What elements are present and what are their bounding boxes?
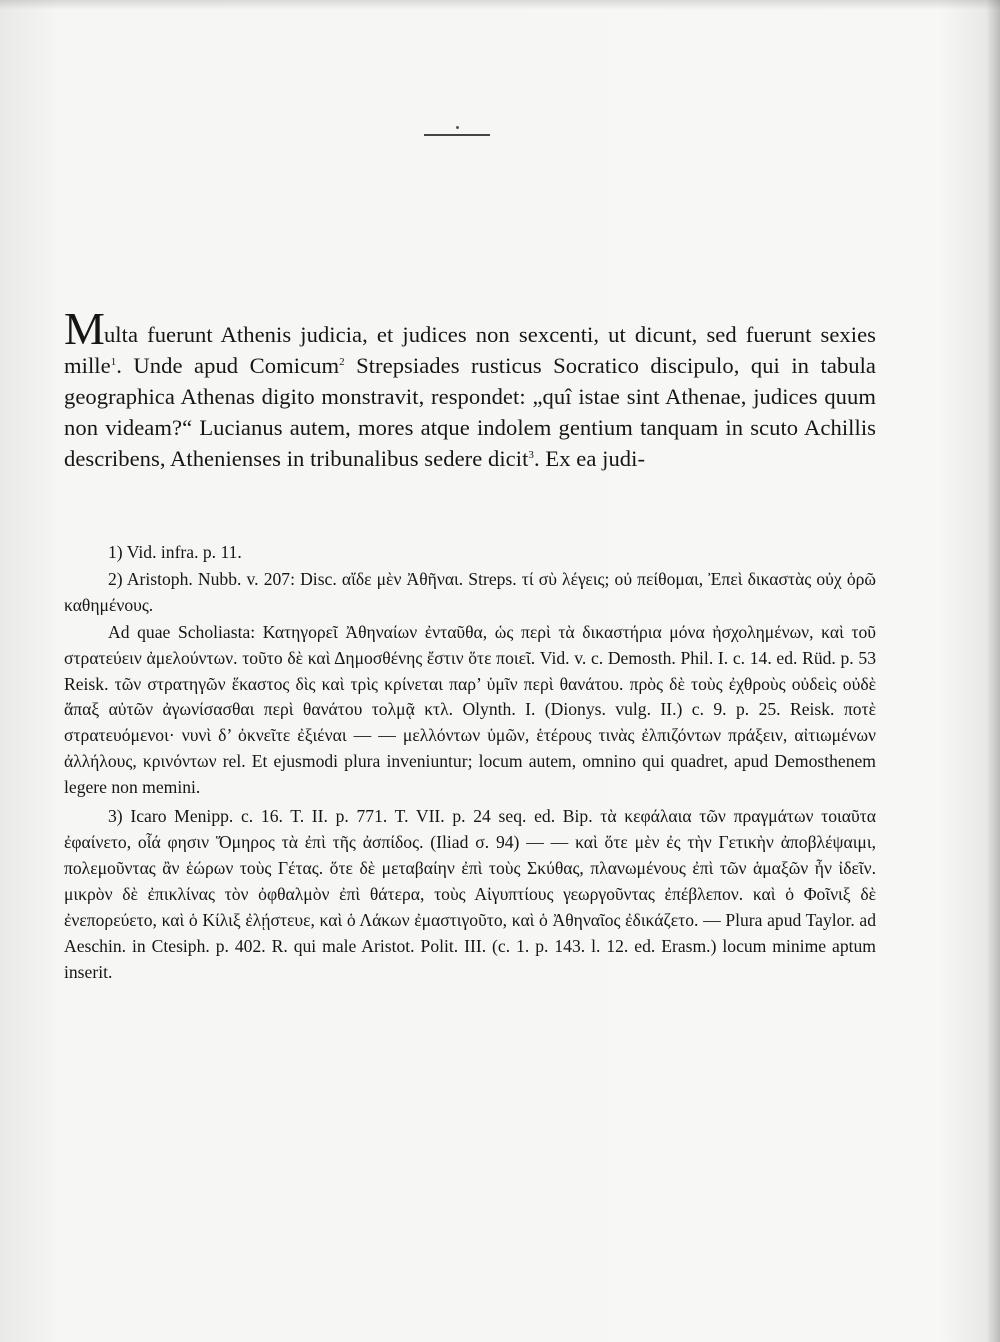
footnote-text: Icaro Menipp. c. 16. T. II. p. 771. T. VII. p. 24 seq. ed. Bip. τὰ κεφάλαια τῶν πραγμάτων τοιαῦτα ἐφαίνετο, οἷά φησιν Ὅμηρος τὰ ἐπὶ τῆς ἀσπίδος. (Iliad σ. 94) — — καὶ ὅτε μὲν ἐς τὴν Γετικὴν ἀποβλέψαιμι, πολεμοῦντας ἂν ἑώρων τοὺς Γέτας. ὅτε δὲ μεταβαίην ἐπὶ τοὺς Σκύθας, πλανωμένους ἐπὶ τῶν ἁμαξῶν ἦν ἰδεῖν. μικρὸν δὲ ἐπικλίνας τὸν ὀφθαλμὸν ἐπὶ θάτερα, τοὺς Αἰγυπτίους γεωργοῦντας ἐπέβλεπον. καὶ ὁ Φοῖνιξ δὲ ἐνεπορεύετο, καὶ ὁ Κίλιξ ἐλῄστευε, καὶ ὁ Λάκων ἐμαστιγοῦτο, καὶ ὁ Ἀθηναῖος ἐδικάζετο. — Plura apud Taylor. ad Aeschin. in Ctesiph. p. 402. R. qui male Aristot. Polit. III. (c. 1. p. 143. l. 12. ed. Erasm.) locum minime aptum inserit. <box>64 806 876 982</box>
footnote-text: Ad quae Scholiasta: Κατηγορεῖ Ἀθηναίων ἐνταῦθα, ὡς περὶ τὰ δικαστήρια μόνα ἠσχολημένων, καὶ τοῦ στρατεύειν ἀμελούντων. τοῦτο δὲ καὶ Δημοσθένης ἔστιν ὅτε ποιεῖ. Vid. v. c. Demosth. Phil. I. c. 14. ed. Rüd. p. 53 Reisk. τῶν στρατηγῶν ἕκαστος δὶς καὶ τρὶς κρίνεται παρ’ ὑμῖν περὶ θανάτου. πρὸς δὲ τοὺς ἐχθροὺς οὐδεὶς οὐδὲ ἅπαξ αὐτῶν ἀγωνίσασθαι περὶ θανάτου τολμᾷ κτλ. Olynth. I. (Dionys. vulg. II.) c. 9. p. 25. Reisk. ποτὲ στρατευόμενοι· νυνὶ δ’ ὀκνεῖτε ἐξιέναι — — μελλόντων ὑμῶν, ἑτέρους τινὰς ἐλπιζόντων πράξειν, αἰτιωμένων ἀλλήλους, κρινόντων rel. Et ejusmodi plura inveniuntur; locum autem, omnino qui quadret, apud Demosthenem legere non memini. <box>64 621 876 798</box>
paragraph-text-part-2: . Unde apud Comicum <box>116 353 340 378</box>
footnote-number: 3) <box>108 806 123 827</box>
main-paragraph <box>64 303 876 474</box>
footnote-ref-3: 3 <box>528 449 534 461</box>
footnote-number: 1) <box>108 542 123 562</box>
paragraph-text-start: ulta fuerunt Athenis judicia, et judices non sexcenti, ut dicunt, sed fuerunt sexies mille <box>64 322 876 378</box>
footnote-2-continuation <box>64 620 876 801</box>
footnote-2 <box>64 567 876 619</box>
paragraph-text-end: . Ex ea judi- <box>533 446 646 471</box>
footnote-ref-2: 2 <box>339 356 345 368</box>
header-dot-ornament <box>456 126 459 129</box>
right-edge-shadow <box>986 0 1000 1342</box>
footnote-ref-1: 1 <box>110 356 117 368</box>
drop-cap: M <box>64 303 105 354</box>
footnote-3 <box>64 804 876 985</box>
footnote-number: 2) <box>108 568 123 589</box>
footnotes <box>64 540 876 986</box>
paragraph-text-part-3: Strepsiades rusticus Socratico discipulo, qui in tabula geographica Athenas digito monstravit, respondet: „quî istae sint Athenae, judices quum non videam?“ Lucianus autem, mores atque indolem gentium tanquam in scuto Achillis describens, Athenienses in tribunalibus sedere dicit <box>64 353 876 471</box>
footnote-1 <box>64 540 876 566</box>
footnote-text: Aristoph. Nubb. v. 207: Disc. αἴδε μὲν Ἀθῆναι. Streps. τί σὺ λέγεις; οὐ πείθομαι, Ἐπεὶ δικαστὰς οὐχ ὁρῶ καθημένους. <box>64 568 876 615</box>
footnote-text: Vid. infra. p. 11. <box>126 542 242 562</box>
header-rule-ornament <box>424 134 490 136</box>
top-edge-shadow <box>0 0 1000 10</box>
opening-paragraph <box>64 303 876 474</box>
